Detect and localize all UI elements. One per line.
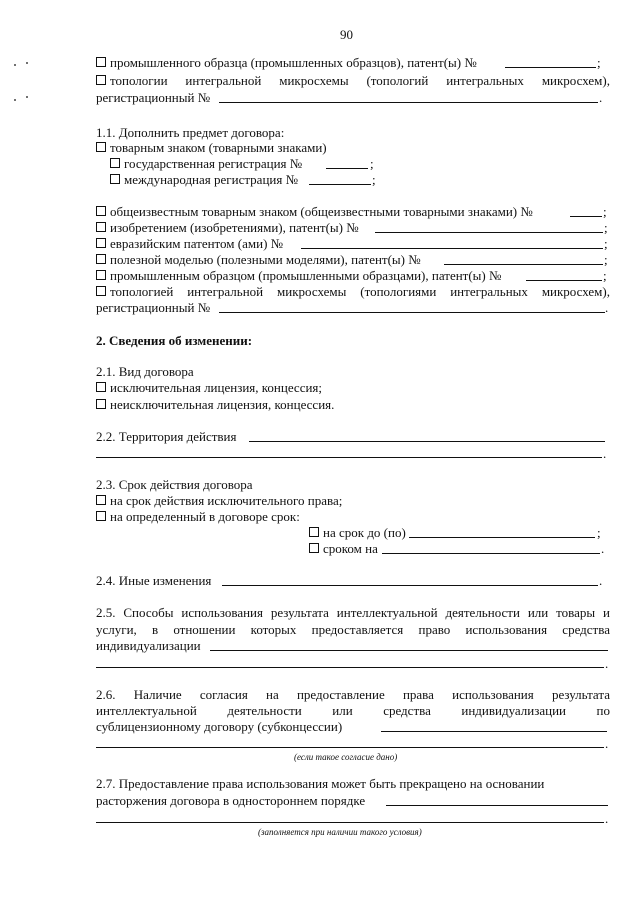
semicolon: ; [597, 55, 601, 70]
page-number: 90 [340, 27, 353, 42]
period: . [603, 446, 607, 461]
topology-word: топологией [96, 284, 173, 299]
term-until-field[interactable] [409, 537, 595, 538]
eurasian-patent-label: евразийским патентом (ами) № [110, 236, 284, 251]
checkbox-term-exclusive[interactable] [96, 493, 342, 508]
checkbox-non-exclusive-license[interactable] [96, 397, 334, 412]
exclusive-license-label: исключительная лицензия, концессия; [110, 380, 323, 395]
checkbox-icon[interactable] [96, 399, 106, 409]
registration-label-2: регистрационный № [96, 300, 211, 315]
topology-word: интегральных [446, 73, 524, 88]
territory-field-2[interactable] [96, 457, 602, 458]
checkbox-industrial-design[interactable] [96, 55, 477, 70]
state-registration-field[interactable] [326, 168, 368, 169]
inventions-field[interactable] [375, 232, 603, 233]
scan-speck [14, 99, 16, 101]
non-exclusive-license-label: неисключительная лицензия, концессия. [110, 397, 335, 412]
industrial-designs-field[interactable] [526, 280, 602, 281]
checkbox-term-defined[interactable] [96, 509, 300, 524]
registration-field[interactable] [219, 102, 598, 103]
period: . [605, 656, 609, 671]
term-heading: 2.3. Срок действия договора [96, 477, 253, 492]
checkbox-well-known-trademark[interactable] [96, 204, 533, 219]
registration-label: регистрационный № [96, 90, 211, 105]
checkbox-topology[interactable] [96, 73, 610, 88]
international-registration-label: международная регистрация № [124, 172, 299, 187]
checkbox-icon[interactable] [96, 254, 106, 264]
topology-word: топологии [96, 73, 168, 88]
period: . [605, 811, 609, 826]
checkbox-icon[interactable] [110, 174, 120, 184]
termination-text-line-1: 2.7. Предоставление права использования может быть прекращено на основании [96, 776, 545, 791]
consent-text-line-2: интеллектуальной деятельности или средства индивидуализации по [96, 703, 610, 718]
methods-text-line-3: индивидуализации [96, 638, 201, 653]
territory-field[interactable] [249, 441, 605, 442]
other-changes-label: 2.4. Иные изменения [96, 573, 212, 588]
semicolon: ; [597, 525, 601, 540]
topology-word: интегральной [187, 284, 264, 299]
checkbox-state-registration[interactable] [110, 156, 302, 171]
checkbox-icon[interactable] [309, 527, 319, 537]
checkbox-term-for[interactable] [309, 541, 378, 556]
checkbox-utility-model[interactable] [96, 252, 421, 267]
scan-speck [26, 96, 28, 98]
checkbox-icon[interactable] [96, 238, 106, 248]
trademark-label: товарным знаком (товарными знаками) [110, 140, 327, 155]
semicolon: ; [604, 220, 608, 235]
checkbox-icon[interactable] [96, 57, 106, 67]
semicolon: ; [370, 156, 374, 171]
topology-word: (топологий [366, 73, 429, 88]
topology-word: (топологиями [360, 284, 437, 299]
state-registration-label: государственная регистрация № [124, 156, 303, 171]
consent-field[interactable] [381, 731, 607, 732]
well-known-trademark-field[interactable] [570, 216, 602, 217]
utility-model-field[interactable] [444, 264, 603, 265]
semicolon: ; [604, 236, 608, 251]
industrial-design-label: промышленного образца (промышленных образцов), патент(ы) № [110, 55, 477, 70]
checkbox-icon[interactable] [96, 222, 106, 232]
termination-field[interactable] [386, 805, 608, 806]
period: . [605, 300, 609, 315]
topology-word: микросхем), [541, 284, 610, 299]
period: . [605, 736, 609, 751]
checkbox-icon[interactable] [96, 206, 106, 216]
checkbox-eurasian-patent[interactable] [96, 236, 283, 251]
scan-speck [26, 62, 28, 64]
checkbox-inventions[interactable] [96, 220, 359, 235]
topology-word: микросхем), [541, 73, 610, 88]
term-defined-label: на определенный в договоре срок: [110, 509, 300, 524]
methods-field-2[interactable] [96, 667, 604, 668]
checkbox-icon[interactable] [96, 270, 106, 280]
term-for-field[interactable] [382, 553, 600, 554]
checkbox-icon[interactable] [96, 495, 106, 505]
consent-note: (если такое согласие дано) [294, 752, 398, 762]
topology-word: интегральных [450, 284, 528, 299]
checkbox-topology-2[interactable] [96, 284, 610, 299]
scan-speck [14, 64, 16, 66]
territory-label: 2.2. Территория действия [96, 429, 237, 444]
period: . [601, 541, 605, 556]
semicolon: ; [603, 268, 607, 283]
utility-model-label: полезной моделью (полезными моделями), патент(ы) № [110, 252, 421, 267]
semicolon: ; [604, 252, 608, 267]
termination-field-2[interactable] [96, 822, 604, 823]
topology-word: микросхемы [279, 73, 349, 88]
methods-text-line-2: услуги, в отношении которых предоставляется право использования средства [96, 622, 610, 637]
other-changes-field[interactable] [222, 585, 598, 586]
international-registration-field[interactable] [309, 184, 371, 185]
industrial-design-patent-field[interactable] [505, 67, 596, 68]
checkbox-icon[interactable] [96, 382, 106, 392]
termination-note: (заполняется при наличии такого условия) [258, 827, 422, 837]
section-1-1-heading: 1.1. Дополнить предмет договора: [96, 125, 285, 140]
methods-field[interactable] [210, 650, 608, 651]
consent-text-line-1: 2.6. Наличие согласия на предоставление права использования результата [96, 687, 610, 702]
industrial-designs-label: промышленным образцом (промышленными образцами), патент(ы) № [110, 268, 502, 283]
checkbox-term-until[interactable] [309, 525, 406, 540]
registration-field-2[interactable] [219, 312, 605, 313]
term-exclusive-label: на срок действия исключительного права; [110, 493, 343, 508]
consent-text-line-3: сублицензионному договору (субконцессии) [96, 719, 343, 734]
topology-word: микросхемы [277, 284, 347, 299]
checkbox-international-registration[interactable] [110, 172, 298, 187]
checkbox-icon[interactable] [96, 142, 106, 152]
semicolon: ; [372, 172, 376, 187]
period: . [599, 90, 603, 105]
well-known-trademark-label: общеизвестным товарным знаком (общеизвестными товарными знаками) № [110, 204, 533, 219]
semicolon: ; [603, 204, 607, 219]
inventions-label: изобретением (изобретениями), патент(ы) № [110, 220, 359, 235]
termination-text-line-2: расторжения договора в одностороннем порядке [96, 793, 366, 808]
checkbox-icon[interactable] [96, 511, 106, 521]
checkbox-icon[interactable] [96, 75, 106, 85]
period: . [599, 573, 603, 588]
term-for-label: сроком на [323, 541, 378, 556]
section-2-heading: 2. Сведения об изменении: [96, 333, 253, 348]
consent-field-2[interactable] [96, 747, 604, 748]
term-until-label: на срок до (по) [323, 525, 406, 540]
checkbox-trademark[interactable] [96, 140, 327, 155]
topology-word: интегральной [185, 73, 262, 88]
checkbox-industrial-designs[interactable] [96, 268, 501, 283]
checkbox-exclusive-license[interactable] [96, 380, 322, 395]
methods-text-line-1: 2.5. Способы использования результата интеллектуальной деятельности или товары и [96, 605, 610, 620]
eurasian-patent-field[interactable] [301, 248, 603, 249]
contract-type-heading: 2.1. Вид договора [96, 364, 194, 379]
checkbox-icon[interactable] [110, 158, 120, 168]
checkbox-icon[interactable] [309, 543, 319, 553]
checkbox-icon[interactable] [96, 286, 106, 296]
